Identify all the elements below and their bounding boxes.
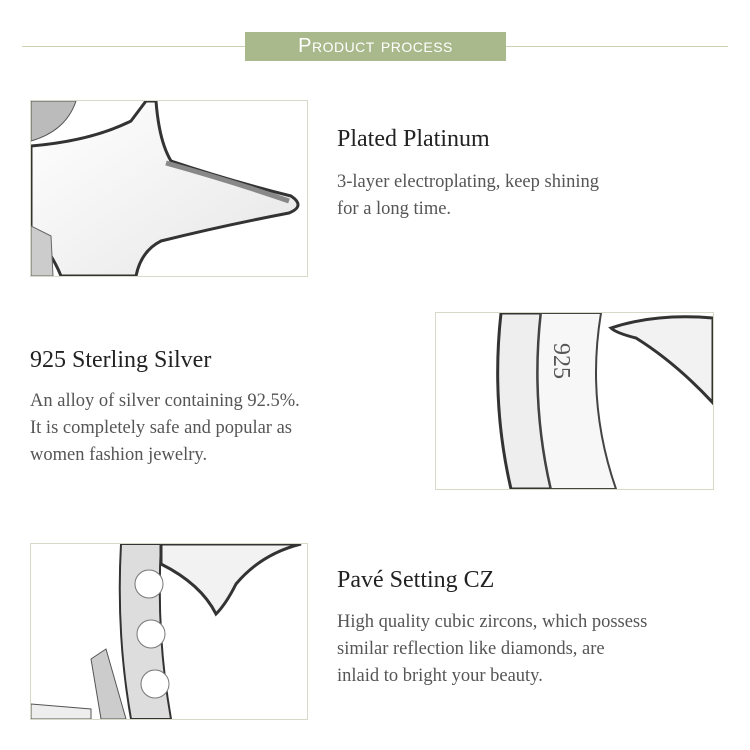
desc-line: 3-layer electroplating, keep shining: [337, 172, 599, 192]
desc-line: High quality cubic zircons, which possess: [337, 612, 648, 632]
feature-title-pave-setting: Pavé Setting CZ: [337, 567, 495, 593]
engraving-text: 925: [548, 343, 574, 379]
feature-title-sterling-silver: 925 Sterling Silver: [30, 347, 212, 373]
feature-title-plated-platinum: Plated Platinum: [337, 126, 490, 152]
section-banner: Product process: [245, 32, 506, 61]
ring-band-engraving-image: [435, 312, 714, 490]
feature-desc-pave-setting: [337, 609, 647, 690]
desc-line: inlaid to bright your beauty.: [337, 666, 543, 686]
desc-line: It is completely safe and popular as: [30, 418, 292, 438]
desc-line: similar reflection like diamonds, are: [337, 639, 605, 659]
star-closeup-image: [30, 100, 308, 277]
desc-line: women fashion jewelry.: [30, 445, 208, 465]
pave-setting-image: [30, 543, 308, 720]
feature-desc-sterling-silver: [30, 388, 300, 469]
feature-desc-plated-platinum: [337, 169, 599, 223]
desc-line: An alloy of silver containing 92.5%.: [30, 391, 300, 411]
desc-line: for a long time.: [337, 199, 452, 219]
